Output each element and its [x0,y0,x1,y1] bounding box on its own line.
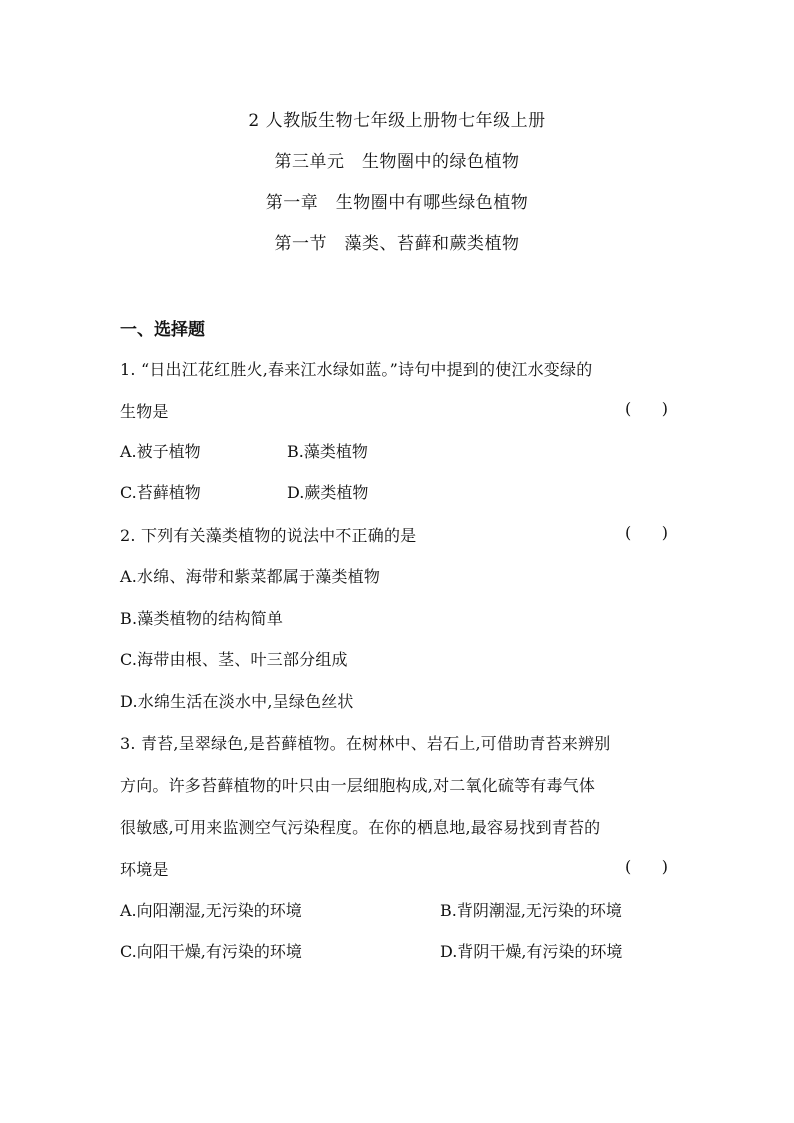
question-2-text: 2. 下列有关藻类植物的说法中不正确的是 [120,526,417,545]
chapter-title: 第一章 生物圈中有哪些绿色植物 [265,193,529,213]
question-3-option-c: C.向阳干燥,有污染的环境 [120,942,302,961]
question-3-answer-bracket: ( ) [625,857,668,876]
question-2-option-a: A.水绵、海带和紫菜都属于藻类植物 [120,567,381,586]
question-1-option-a: A.被子植物 [120,442,201,461]
question-1-option-b: B.藻类植物 [287,442,368,461]
question-2-option-c: C.海带由根、茎、叶三部分组成 [120,650,348,669]
question-3-text-line-4: 环境是 [120,860,169,879]
question-3-text-line-1: 3. 青苔,呈翠绿色,是苔藓植物。在树林中、岩石上,可借助青苔来辨别 [120,734,611,753]
question-3-text-line-3: 很敏感,可用来监测空气污染程度。在你的栖息地,最容易找到青苔的 [120,818,601,837]
question-1-text-line-1: 1. “日出江花红胜火,春来江水绿如蓝。”诗句中提到的使江水变绿的 [120,360,593,379]
unit-title: 第三单元 生物圈中的绿色植物 [274,152,520,172]
question-1-option-d: D.蕨类植物 [287,483,369,502]
document-title: 2 人教版生物七年级上册物七年级上册 [248,111,546,131]
question-3-option-b: B.背阴潮湿,无污染的环境 [440,901,622,920]
section-title: 第一节 藻类、苔藓和蕨类植物 [274,234,520,254]
question-2-answer-bracket: ( ) [625,523,668,542]
question-3-option-d: D.背阴干燥,有污染的环境 [440,942,623,961]
question-3-text-line-2: 方向。许多苔藓植物的叶只由一层细胞构成,对二氧化硫等有毒气体 [120,776,596,795]
question-1-answer-bracket: ( ) [625,399,668,418]
question-2-option-d: D.水绵生活在淡水中,呈绿色丝状 [120,692,354,711]
question-2-option-b: B.藻类植物的结构简单 [120,609,284,628]
section-heading: 一、选择题 [120,320,205,340]
question-1-text-line-2: 生物是 [120,402,169,421]
question-3-option-a: A.向阳潮湿,无污染的环境 [120,901,302,920]
question-1-option-c: C.苔藓植物 [120,483,201,502]
